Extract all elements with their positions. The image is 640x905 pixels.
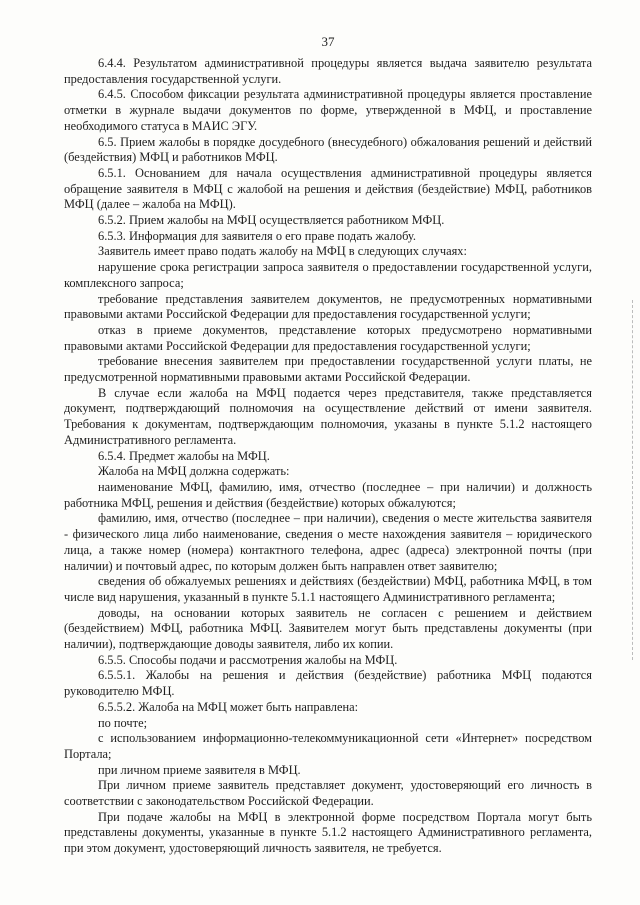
list-item: нарушение срока регистрации запроса заявителя о предоставлении государственной услуги, комплексного запроса; <box>64 260 592 290</box>
list-item: фамилию, имя, отчество (последнее – при наличии), сведения о месте жительства заявителя - физического лица либо наименование, сведения о месте нахождения заявителя – юридического лица, а также номер (номера) контактного телефона, адрес (адреса) электронной почты (при наличии) и почтовый адрес, по которым должен быть направлен ответ заявителю; <box>64 511 592 573</box>
list-item: требование внесения заявителем при предоставлении государственной услуги платы, не предусмотренной нормативными правовыми актами Российской Федерации. <box>64 354 592 385</box>
page-number: 37 <box>321 34 335 49</box>
document-page <box>64 34 592 857</box>
paragraph-personal-reception: При личном приеме заявитель представляет документ, удостоверяющий его личность в соответствии с законодательством Российской Федерации. <box>64 778 592 809</box>
paragraph-6-5-4: 6.5.4. Предмет жалобы на МФЦ. <box>98 448 270 463</box>
paragraph-6-5-3: 6.5.3. Информация для заявителя о его праве подать жалобу. <box>98 228 416 243</box>
paragraph-6-5-5-2: 6.5.5.2. Жалоба на МФЦ может быть направлена: <box>98 699 359 714</box>
list-item: наименование МФЦ, фамилию, имя, отчество (последнее – при наличии) и должность работника МФЦ, решения и действия (бездействие) которых обжалуются; <box>64 479 592 510</box>
paragraph-6-5: 6.5. Прием жалобы в порядке досудебного (внесудебного) обжалования решений и действий (бездействия) МФЦ и работников МФЦ. <box>64 134 592 165</box>
scan-edge-divider <box>632 300 634 660</box>
list-item: при личном приеме заявителя в МФЦ. <box>98 762 301 777</box>
paragraph-6-5-2: 6.5.2. Прием жалобы на МФЦ осуществляется работником МФЦ. <box>98 213 445 228</box>
list-item: доводы, на основании которых заявитель не согласен с решением и действием (бездействием) МФЦ, работника МФЦ. Заявителем могут быть представлены документы (при наличии), подтверждающие доводы заявителя, либо их копии. <box>64 605 592 652</box>
paragraph-6-4-4: 6.4.4. Результатом административной процедуры является выдача заявителю результата предоставления государственной услуги. <box>64 56 592 86</box>
paragraph-6-4-5: 6.4.5. Способом фиксации результата административной процедуры является проставление отметки в журнале выдачи документов по форме, утвержденной в МФЦ, и проставление необходимого статуса в МАИС ЭГУ. <box>64 87 592 133</box>
list-item: требование представления заявителем документов, не предусмотренных нормативными правовыми актами Российской Федерации для предоставления государственной услуги; <box>64 291 592 322</box>
paragraph-representative: В случае если жалоба на МФЦ подается через представителя, также представляется документ, подтверждающий полномочия на осуществление действий от имени заявителя. Требования к документам, подтверждающим полномочия, указаны в пункте 5.1.2 настоящего Административного регламента. <box>64 385 592 447</box>
paragraph-contents-intro: Жалоба на МФЦ должна содержать: <box>98 464 290 479</box>
list-item: сведения об обжалуемых решениях и действиях (бездействии) МФЦ, работника МФЦ, в том числе вид нарушения, указанный в пункте 5.1.1 настоящего Административного регламента; <box>64 574 592 604</box>
list-item: по почте; <box>98 715 148 730</box>
paragraph-6-5-5-1: 6.5.5.1. Жалобы на решения и действия (бездействие) работника МФЦ подаются руководителю МФЦ. <box>64 668 592 699</box>
paragraph-electronic-filing: При подаче жалобы на МФЦ в электронной форме посредством Портала могут быть представлены документы, указанные в пункте 5.1.2 настоящего Административного регламента, при этом документ, удостоверяющий личность заявителя, не требуется. <box>64 809 592 856</box>
list-item: отказ в приеме документов, представление которых предусмотрено нормативными правовыми актами Российской Федерации для предоставления государственной услуги; <box>64 322 592 353</box>
paragraph-6-5-1: 6.5.1. Основанием для начала осуществления административной процедуры является обращение заявителя в МФЦ с жалобой на решения и действия (бездействие) МФЦ, работников МФЦ (далее – жалоба на МФЦ). <box>64 165 592 212</box>
paragraph-6-5-5: 6.5.5. Способы подачи и рассмотрения жалобы на МФЦ. <box>98 652 398 667</box>
list-item: с использованием информационно-телекоммуникационной сети «Интернет» посредством Портала; <box>64 731 592 761</box>
paragraph-cases-intro: Заявитель имеет право подать жалобу на МФЦ в следующих случаях: <box>98 244 467 259</box>
